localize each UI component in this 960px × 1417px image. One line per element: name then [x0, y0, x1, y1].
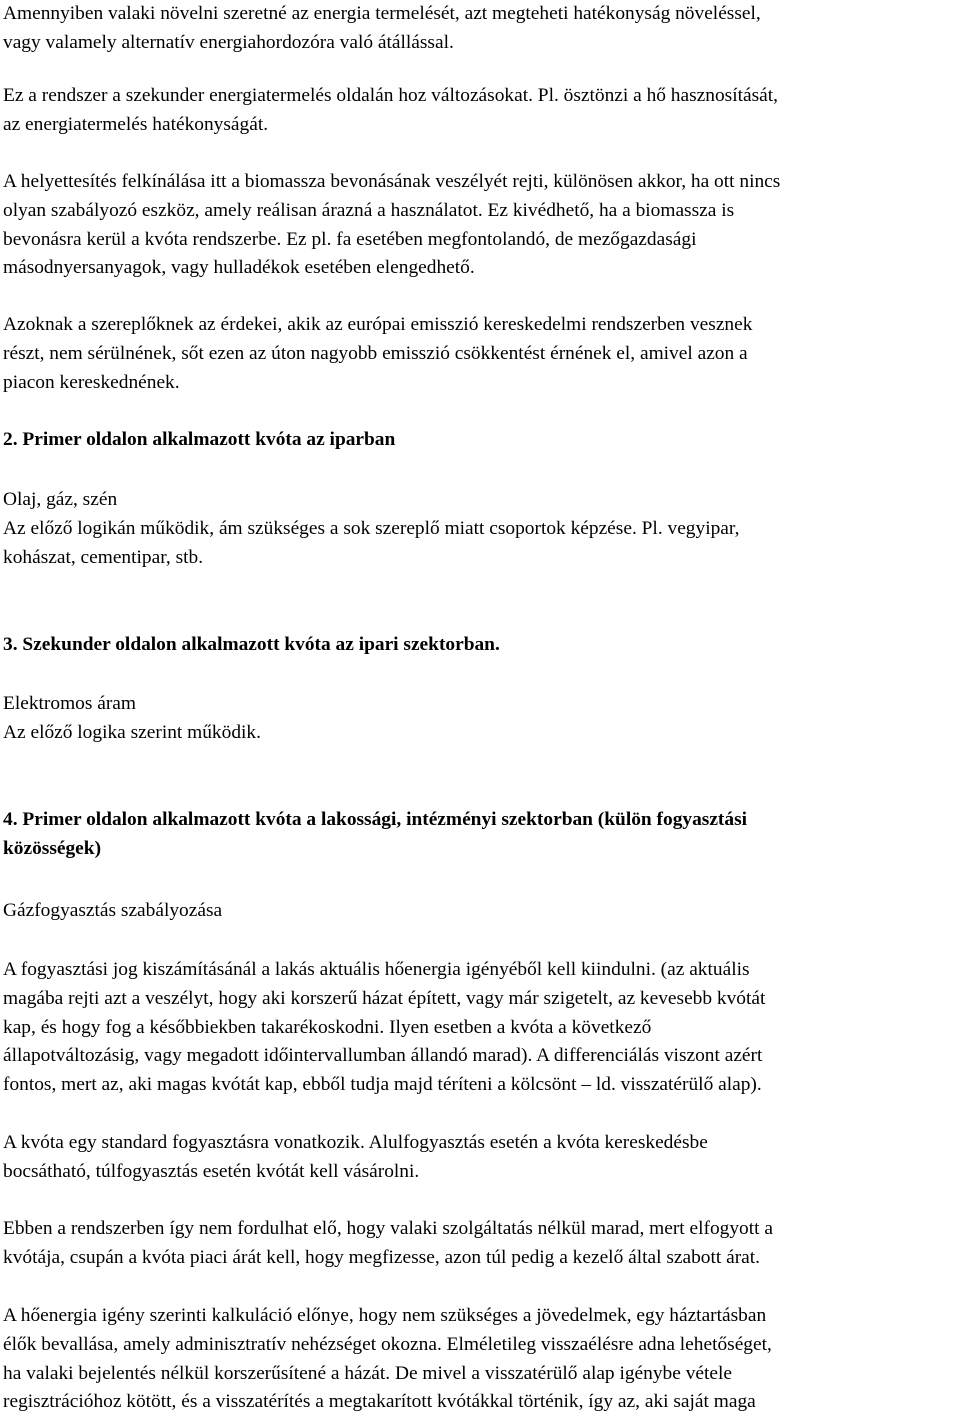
text-line: állapotváltozásig, vagy megadott időintervallumban állandó marad). A differenciálás viszont azért	[3, 1045, 763, 1067]
text-line: Az előző logikán működik, ám szükséges a sok szereplő miatt csoportok képzése. Pl. vegyipar,	[3, 517, 740, 539]
paragraph-2	[3, 82, 955, 140]
text-line: kohászat, cementipar, stb.	[3, 546, 204, 568]
text-line: piacon kereskednének.	[3, 371, 180, 393]
paragraph-5	[3, 486, 955, 572]
section-heading-4	[3, 806, 955, 864]
text-line: kvótája, csupán a kvóta piaci árát kell, hogy megfizesse, azon túl pedig a kezelő által szabott árat.	[3, 1246, 761, 1268]
text-line: Ebben a rendszerben így nem fordulhat elő, hogy valaki szolgáltatás nélkül marad, mert elfogyott a	[3, 1218, 773, 1239]
heading-text: 3. Szekunder oldalon alkalmazott kvóta az ipari szektorban.	[3, 634, 500, 655]
paragraph-11	[3, 1302, 955, 1417]
section-heading-2	[3, 426, 955, 455]
paragraph-4	[3, 311, 955, 397]
text-line: Azoknak a szereplőknek az érdekei, akik az európai emisszió kereskedelmi rendszerben vesznek	[3, 314, 753, 335]
text-line: kap, és hogy fog a későbbiekben takarékoskodni. Ilyen esetben a kvóta a következő	[3, 1016, 652, 1038]
section-heading-3	[3, 631, 955, 660]
heading-text: 2. Primer oldalon alkalmazott kvóta az iparban	[3, 429, 396, 450]
text-line: Olaj, gáz, szén	[3, 489, 118, 510]
text-line: bevonásra kerül a kvóta rendszerbe. Ez pl. fa esetében megfontolandó, de mezőgazdasági	[3, 228, 697, 250]
heading-text: 4. Primer oldalon alkalmazott kvóta a lakossági, intézményi szektorban (külön fogyasztási	[3, 809, 748, 830]
text-line: élők bevallása, amely adminisztratív nehézséget okozna. Elméletileg visszaélésre adna lehetőséget,	[3, 1333, 772, 1355]
text-line: másodnyersanyagok, vagy hulladékok esetében elengedhető.	[3, 257, 475, 279]
text-line: Ez a rendszer a szekunder energiatermelés oldalán hoz változásokat. Pl. ösztönzi a hő hasznosítását,	[3, 85, 778, 106]
text-line: A kvóta egy standard fogyasztásra vonatkozik. Alulfogyasztás esetén a kvóta kereskedésbe	[3, 1132, 708, 1153]
text-line: vagy valamely alternatív energiahordozóra való átállással.	[3, 31, 454, 53]
text-line: bocsátható, túlfogyasztás esetén kvótát kell vásárolni.	[3, 1160, 420, 1182]
text-line: Amennyiben valaki növelni szeretné az energia termelését, azt megteheti hatékonyság növeléssel,	[3, 3, 761, 24]
paragraph-8	[3, 956, 955, 1100]
paragraph-6	[3, 690, 955, 748]
paragraph-7	[3, 897, 955, 926]
heading-text: közösségek)	[3, 837, 102, 859]
text-line: fontos, mert az, aki magas kvótát kap, ebből tudja majd téríteni a kölcsönt – ld. visszatérülő alap).	[3, 1074, 762, 1096]
text-line: Az előző logika szerint működik.	[3, 721, 261, 743]
text-line: A hőenergia igény szerinti kalkuláció előnye, hogy nem szükséges a jövedelmek, egy háztartásban	[3, 1305, 767, 1326]
paragraph-10	[3, 1215, 955, 1273]
text-line: ha valaki bejelentés nélkül korszerűsítené a házát. De mivel a visszatérülő alap igénybe vétele	[3, 1362, 732, 1384]
text-line: magába rejti azt a veszélyt, hogy aki korszerű házat épített, vagy már szigetelt, az kevesebb kvótát	[3, 987, 766, 1009]
paragraph-9	[3, 1129, 955, 1187]
text-line: regisztrációhoz kötött, és a visszatérítés a megtakarított kvótákkal történik, így az, aki saját maga	[3, 1391, 756, 1413]
text-line: részt, nem sérülnének, sőt ezen az úton nagyobb emisszió csökkentést érnének el, amivel azon a	[3, 342, 748, 364]
text-line: Gázfogyasztás szabályozása	[3, 900, 223, 921]
text-line: Elektromos áram	[3, 693, 136, 714]
text-line: az energiatermelés hatékonyságát.	[3, 113, 269, 135]
text-line: A helyettesítés felkínálása itt a biomassza bevonásának veszélyét rejti, különösen akkor, ha ott nincs	[3, 171, 781, 192]
paragraph-3	[3, 168, 955, 283]
text-line: A fogyasztási jog kiszámításánál a lakás aktuális hőenergia igényéből kell kiindulni. (az aktuális	[3, 959, 750, 980]
text-line: olyan szabályozó eszköz, amely reálisan árazná a használatot. Ez kivédhető, ha a biomassza is	[3, 199, 735, 221]
paragraph-1	[3, 0, 955, 58]
